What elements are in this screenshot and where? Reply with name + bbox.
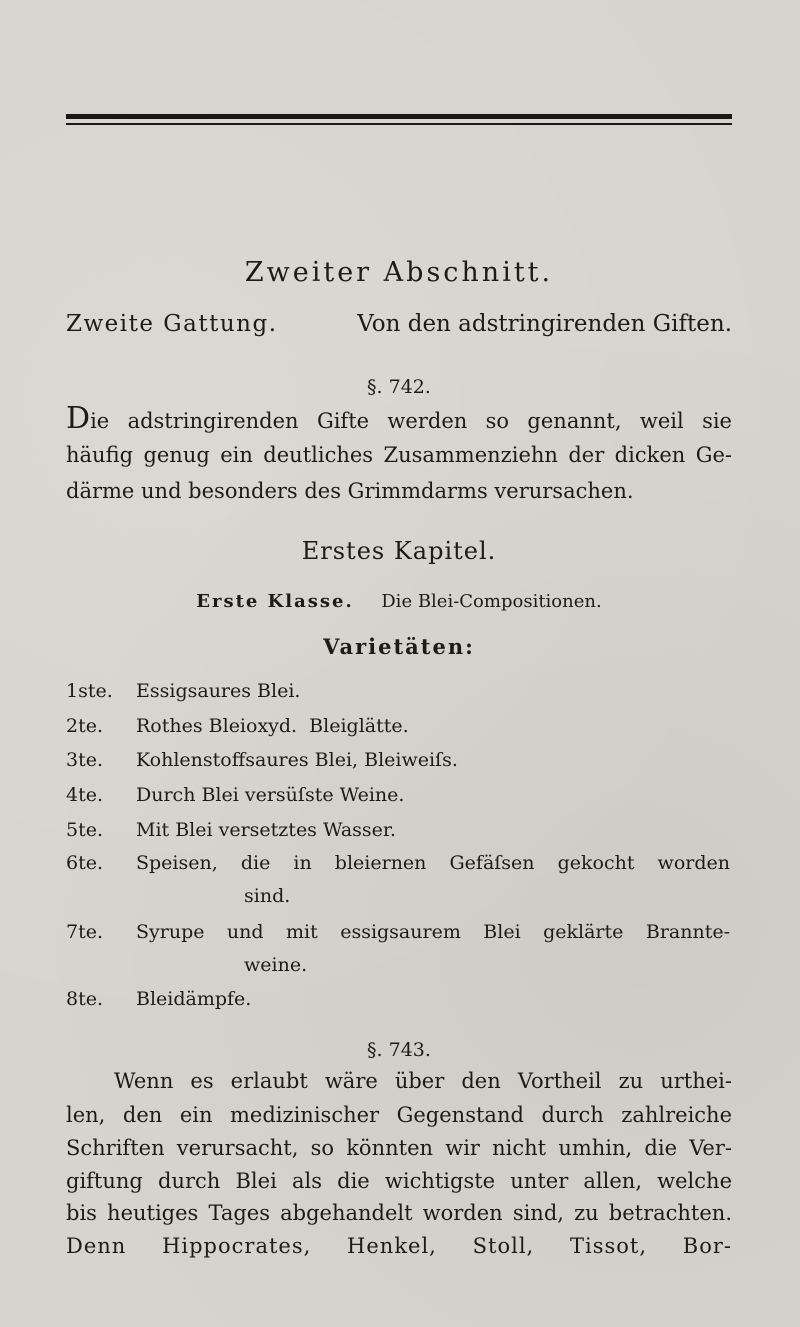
variety-number: 5te. <box>66 819 104 841</box>
variety-text: Kohlenstoffsaures Blei, Bleiweiſs. <box>136 749 458 771</box>
varieties-heading: Varietäten: <box>323 634 475 659</box>
variety-number: 3te. <box>66 749 104 771</box>
variety-number: 6te. <box>66 852 104 874</box>
paragraph-743-line-4: giftung durch Blei als die wichtigste unter allen, welche <box>66 1169 732 1193</box>
variety-text: Syrupe und mit essigsaurem Blei geklärte Brannte- <box>136 921 730 943</box>
variety-text-continued: weine. <box>244 954 308 976</box>
paragraph-743-line-3: Schriften verursacht, so könnten wir nicht umhin, die Ver- <box>66 1136 732 1160</box>
paragraph-743-line-1: Wenn es erlaubt wäre über den Vortheil zu urthei- <box>114 1069 732 1093</box>
paragraph-743-line-5: bis heutiges Tages abgehandelt worden sind, zu betrachten. <box>66 1201 732 1225</box>
header-rule-thick <box>66 114 732 119</box>
paragraph-743-line-6: Denn Hippocrates, Henkel, Stoll, Tissot, Bor- <box>66 1234 732 1258</box>
class-topic: Die Blei-Compositionen. <box>381 591 602 612</box>
variety-text-continued: sind. <box>244 885 291 907</box>
subtitle-topic: Von den adstringirenden Giften. <box>357 311 732 337</box>
variety-number: 7te. <box>66 921 104 943</box>
variety-number: 4te. <box>66 784 104 806</box>
variety-number: 1ste. <box>66 680 113 702</box>
variety-number: 8te. <box>66 988 104 1010</box>
header-rule-thin <box>66 123 732 125</box>
subtitle <box>66 309 732 339</box>
paragraph-742-line-3: därme und besonders des Grimmdarms verursachen. <box>66 479 634 503</box>
drop-cap: D <box>66 401 91 436</box>
paragraph-742-line-1-text: ie adstringirenden Gifte werden so genannt, weil sie <box>90 409 732 433</box>
paragraph-743-line-2: len, den ein medizinischer Gegenstand durch zahlreiche <box>66 1103 732 1127</box>
subtitle-gattung: Zweite Gattung. <box>66 311 278 337</box>
paragraph-742-line-2: häufig genug ein deutliches Zusammenziehn der dicken Ge- <box>66 443 732 467</box>
variety-text: Speisen, die in bleiernen Gefäſsen gekocht worden <box>136 852 730 874</box>
class-heading <box>66 587 732 617</box>
variety-number: 2te. <box>66 715 104 737</box>
section-title: Zweiter Abschnitt. <box>244 257 554 288</box>
variety-text: Rothes Bleioxyd. Bleiglätte. <box>136 715 409 737</box>
variety-text: Durch Blei versüſste Weine. <box>136 784 405 806</box>
variety-text: Essigsaures Blei. <box>136 680 301 702</box>
chapter-title: Erstes Kapitel. <box>301 537 497 565</box>
variety-text: Mit Blei versetztes Wasser. <box>136 819 396 841</box>
paragraph-742-line-1 <box>66 401 732 436</box>
variety-text: Bleidämpfe. <box>136 988 252 1010</box>
paragraph-number-742: §. 742. <box>367 376 431 398</box>
class-label: Erste Klasse. <box>196 591 354 612</box>
paragraph-number-743: §. 743. <box>367 1039 431 1061</box>
